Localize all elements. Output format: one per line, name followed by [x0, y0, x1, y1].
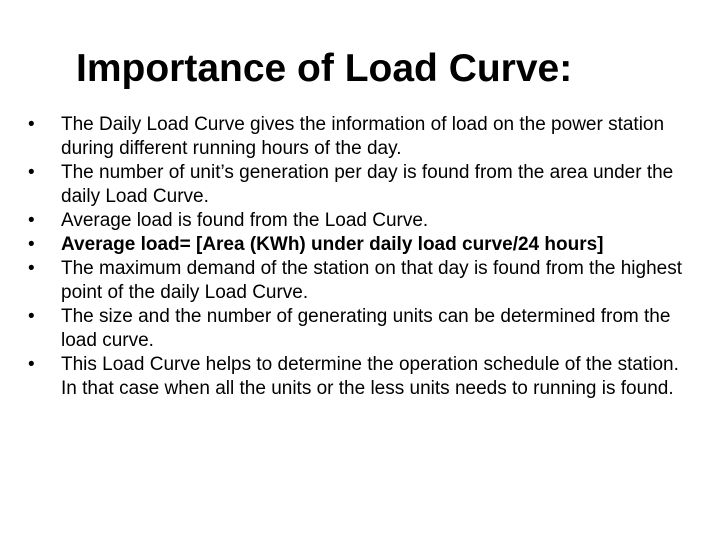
bullet-item-units-generation	[28, 161, 698, 209]
bullet-text: The size and the number of generating units can be determined from the load curve.	[61, 306, 671, 351]
bullet-icon: •	[28, 210, 35, 231]
bullet-item-average-load	[28, 209, 698, 233]
bullet-icon: •	[28, 234, 35, 255]
bullet-text: This Load Curve helps to determine the operation schedule of the station. In that case when all the units or the less units needs to running is found.	[61, 354, 679, 399]
bullet-item-average-load-formula	[28, 233, 698, 257]
bullet-icon: •	[28, 306, 35, 327]
bullet-item-operation-schedule	[28, 353, 698, 401]
bullet-text: The number of unit’s generation per day is found from the area under the daily Load Curve.	[61, 162, 674, 207]
bullet-text: Average load= [Area (KWh) under daily load curve/24 hours]	[61, 234, 604, 255]
bullet-text: The Daily Load Curve gives the information of load on the power station during different running hours of the day.	[61, 114, 665, 159]
bullet-icon: •	[28, 354, 35, 375]
bullet-item-generating-units	[28, 305, 698, 353]
bullet-item-load-curve-info	[28, 113, 698, 161]
bullet-icon: •	[28, 114, 35, 135]
bullet-list	[28, 113, 698, 401]
bullet-text: The maximum demand of the station on that day is found from the highest point of the daily Load Curve.	[61, 258, 683, 303]
slide-title: Importance of Load Curve:	[76, 47, 573, 90]
bullet-icon: •	[28, 162, 35, 183]
bullet-text: Average load is found from the Load Curve.	[61, 210, 429, 231]
bullet-item-maximum-demand	[28, 257, 698, 305]
bullet-icon: •	[28, 258, 35, 279]
